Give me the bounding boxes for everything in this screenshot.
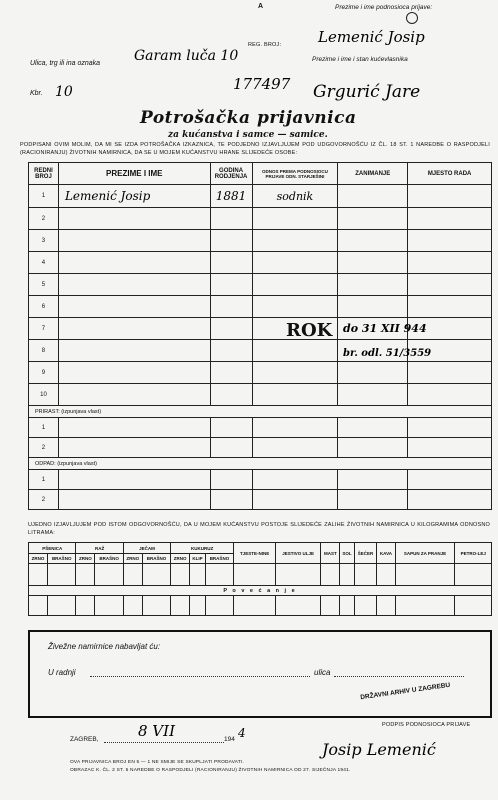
- form-title: Potrošačka prijavnica: [140, 108, 357, 128]
- food-sub-flour: BRAŠNO: [205, 554, 233, 564]
- date-line: [104, 742, 224, 743]
- food-sub-grain: ZRNO: [29, 554, 48, 564]
- row-number: 4: [29, 252, 59, 274]
- food-col-petroleum: PETRO-LEJ: [455, 543, 492, 564]
- reg-broj-label: REG. BROJ:: [248, 42, 282, 48]
- applicant-value: Lemenić Josip: [318, 28, 425, 46]
- street-line: [334, 676, 464, 677]
- food-col-corn: KUKURUZ: [171, 543, 234, 554]
- food-col-coffee: KAVA: [377, 543, 395, 564]
- row-number: 9: [29, 362, 59, 384]
- row-number: 1: [29, 418, 59, 438]
- col-header-workplace: MJESTO RADA: [408, 163, 492, 185]
- table-row: [29, 185, 492, 208]
- stamp-decision-number: br. odl. 51/3559: [343, 348, 432, 359]
- food-col-rye: RAŽ: [76, 543, 123, 554]
- kbr-label: Kbr.: [30, 90, 43, 97]
- signature-value: Josip Lemenić: [322, 740, 436, 759]
- birth-year: 1881: [210, 185, 252, 208]
- table-row: [29, 490, 492, 510]
- food-stock-table: [28, 542, 492, 616]
- food-sub-flour: BRAŠNO: [48, 554, 76, 564]
- year-prefix: 194: [224, 736, 235, 743]
- food-col-sugar: ŠEĆER: [354, 543, 377, 564]
- food-col-pasta: TJESTE-NINE: [234, 543, 276, 564]
- row-number: 2: [29, 208, 59, 230]
- workplace: [408, 185, 492, 208]
- series-letter: A: [258, 3, 264, 10]
- year-value: 4: [238, 726, 246, 740]
- food-table-wrapper: [28, 542, 492, 616]
- intro-text: PODPISANI OVIM MOLIM, DA MI SE IZDA POTROŠAČKA IZKAZNICA, TE PODJEDNO IZJAVLJUJEM POD UDGOVORNOŠĆU IZ ČL. 18 ST. 1 NAREDBE O RASPODJELI (RACIONIRANJU) ŽIVOTNIH NAMIRNICA, DA SE U MOJEM KUĆANSTVU HRANE SLIJEDEĆE OSOBE:: [20, 142, 490, 156]
- food-col-wheat: PŠENICA: [29, 543, 76, 554]
- shop-line: [90, 676, 310, 677]
- col-header-no: REDNI BROJ: [29, 163, 59, 185]
- street-label-box: ulica: [314, 668, 331, 677]
- food-sub-grain: ZRNO: [76, 554, 95, 564]
- shop-label: U radnji: [48, 668, 76, 677]
- household-table-wrapper: [28, 162, 492, 510]
- table-row: [29, 230, 492, 252]
- row-number: 1: [29, 470, 59, 490]
- footer-note-1: OVA PRIJAVNICA BROJ EN 5 — 1 NE SMIJE SE SKUPLJATI PRODAVATI.: [70, 760, 244, 765]
- punch-hole: [406, 12, 418, 24]
- row-number: 1: [29, 185, 59, 208]
- row-number: 2: [29, 438, 59, 458]
- col-header-name: PREZIME I IME: [58, 163, 210, 185]
- household-table: [28, 162, 492, 510]
- table-row: [29, 296, 492, 318]
- stamp-rok: ROK: [286, 320, 333, 341]
- row-number: 6: [29, 296, 59, 318]
- applicant-label: Prezime i ime podnosioca prijave:: [335, 4, 433, 11]
- table-row: [29, 438, 492, 458]
- zagreb-label: ZAGREB,: [70, 736, 99, 743]
- signature-label: PODPIS PODNOSIOCA PRIJAVE: [382, 722, 471, 728]
- street-value: Garam luča 10: [134, 48, 239, 64]
- relation: sodnik: [252, 185, 338, 208]
- food-sub-cob: KLIP: [190, 554, 206, 564]
- food-sub-grain: ZRNO: [171, 554, 190, 564]
- declaration-text: UJEDNO IZJAVLJUJEM POD ISTOM ODGOVORNOŠĆU, DA U MOJEM KUĆANSTVU POSTOJE SLIJEDEĆE ZALIHE ŽIVOTNIH NAMIRNICA U KILOGRAMIMA ODNOSNO LITRAMA:: [28, 522, 490, 536]
- food-sub-grain: ZRNO: [123, 554, 142, 564]
- street-label: Ulica, trg ili ina oznaka: [30, 60, 101, 67]
- archive-stamp: DRŽAVNI ARHIV U ZAGREBU: [359, 681, 451, 702]
- row-number: 8: [29, 340, 59, 362]
- form-subtitle: za kućanstva i samce — samice.: [168, 130, 328, 140]
- row-number: 5: [29, 274, 59, 296]
- table-row: [29, 384, 492, 406]
- table-row: [29, 418, 492, 438]
- food-col-lard: MAST: [321, 543, 340, 564]
- food-sub-flour: BRAŠNO: [95, 554, 123, 564]
- purchase-heading: Živežne namirnice nabavljat ću:: [48, 642, 161, 651]
- table-row: [29, 470, 492, 490]
- food-col-soap: SAPUN ZA PRANJE: [395, 543, 455, 564]
- occupation: [338, 185, 408, 208]
- row-number: 2: [29, 490, 59, 510]
- col-header-relation: ODNOS PREMA PODNOSIOCU PRIJAVE ODN. STARJEŠINI: [252, 163, 338, 185]
- footer-note-2: OBRAZAC K. ČL. 2 ST. 5 NAREDBE O RASPODJELI (RACIONIRANJU) ŽIVOTNIH NAMIRNICA OD 27. SIJEČNJA 1941.: [70, 768, 351, 773]
- prirast-label: PRIRAST: (izpunjava vlast): [29, 406, 492, 418]
- table-row: [29, 208, 492, 230]
- food-sub-flour: BRAŠNO: [142, 554, 170, 564]
- reg-broj-value: 177497: [233, 75, 291, 93]
- table-row: [29, 252, 492, 274]
- food-col-oil: JESTIVO ULJE: [276, 543, 321, 564]
- applicant-sub-label: Prezime i ime i stan kućevlasnika: [312, 56, 408, 63]
- food-col-barley: JEČAM: [123, 543, 170, 554]
- table-row: [29, 362, 492, 384]
- row-number: 10: [29, 384, 59, 406]
- col-header-year: GODINA RODJENJA: [210, 163, 252, 185]
- stamp-deadline: do 31 XII 944: [343, 322, 427, 335]
- row-number: 7: [29, 318, 59, 340]
- purchase-box: [28, 630, 492, 718]
- increase-label: P o v e ć a n j e: [29, 586, 492, 596]
- col-header-occupation: ZANIMANJE: [338, 163, 408, 185]
- odpad-label: ODPAD: (izpunjava vlast): [29, 458, 492, 470]
- date-value: 8 VII: [138, 722, 175, 740]
- landlord-value: Grgurić Jare: [313, 82, 421, 102]
- table-row: [29, 274, 492, 296]
- food-col-salt: SOL: [340, 543, 354, 564]
- row-number: 3: [29, 230, 59, 252]
- kbr-value: 10: [55, 84, 73, 100]
- person-name: Lemenić Josip: [58, 185, 210, 208]
